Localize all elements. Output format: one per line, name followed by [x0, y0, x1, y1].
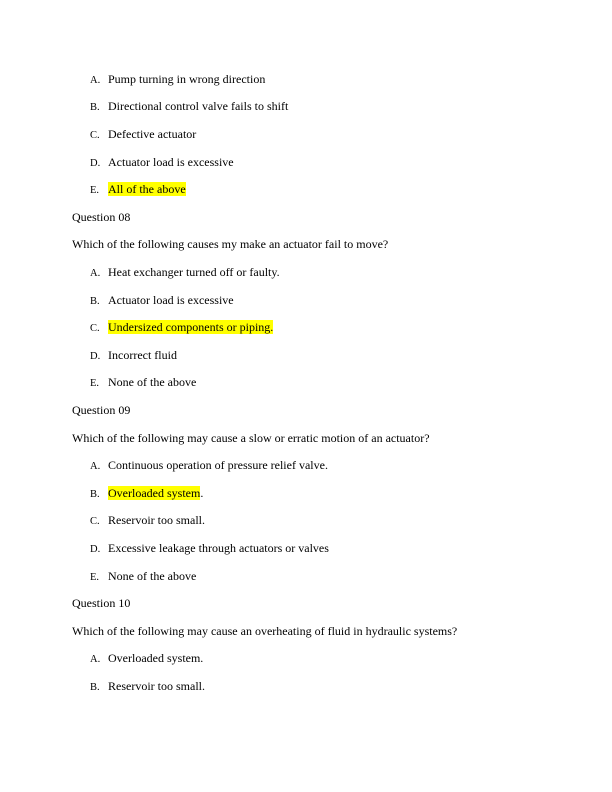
option-b [90, 99, 288, 115]
option-letter: D. [90, 544, 101, 555]
option-letter: B. [90, 296, 100, 307]
q08-option-d [90, 348, 177, 364]
q08-option-c [90, 320, 273, 336]
option-text: Actuator load is excessive [108, 293, 234, 307]
q09-option-e [90, 569, 196, 585]
q08-option-a [90, 265, 280, 281]
option-text-highlighted-answer: All of the above [108, 182, 186, 196]
option-text: Incorrect fluid [108, 348, 177, 362]
q09-option-b [90, 486, 203, 502]
option-letter: A. [90, 461, 101, 472]
option-text: Continuous operation of pressure relief valve. [108, 458, 328, 472]
option-letter: B. [90, 489, 100, 500]
option-text: Reservoir too small. [108, 679, 205, 693]
option-letter: A. [90, 268, 101, 279]
option-letter: A. [90, 75, 101, 86]
option-letter: A. [90, 654, 101, 665]
option-d [90, 155, 234, 171]
option-c [90, 127, 196, 143]
option-e [90, 182, 186, 198]
option-text: Overloaded system. [108, 651, 204, 665]
option-text: Pump turning in wrong direction [108, 72, 266, 86]
option-text: Directional control valve fails to shift [108, 99, 289, 113]
question-09-heading: Question 09 [72, 403, 131, 417]
q09-option-d [90, 541, 329, 557]
option-letter: E. [90, 185, 100, 196]
option-text: Heat exchanger turned off or faulty. [108, 265, 280, 279]
option-text: Excessive leakage through actuators or valves [108, 541, 329, 555]
option-letter: C. [90, 323, 100, 334]
option-letter: B. [90, 102, 100, 113]
option-letter: E. [90, 378, 100, 389]
q10-option-a [90, 651, 203, 667]
q09-option-a [90, 458, 328, 474]
option-text: None of the above [108, 375, 197, 389]
option-letter: C. [90, 130, 100, 141]
question-10-heading: Question 10 [72, 596, 131, 610]
q10-option-b [90, 679, 205, 695]
option-letter: D. [90, 351, 101, 362]
question-10-prompt: Which of the following may cause an overheating of fluid in hydraulic systems? [72, 624, 458, 638]
option-text: None of the above [108, 569, 197, 583]
q08-option-b [90, 293, 234, 309]
option-letter: D. [90, 158, 101, 169]
question-08-heading: Question 08 [72, 210, 131, 224]
option-letter: C. [90, 516, 100, 527]
question-09-prompt: Which of the following may cause a slow or erratic motion of an actuator? [72, 431, 430, 445]
option-text: Defective actuator [108, 127, 197, 141]
q08-option-e [90, 375, 196, 391]
option-letter: E. [90, 572, 100, 583]
option-text-suffix: . [200, 486, 204, 500]
q09-option-c [90, 513, 205, 529]
option-text-highlighted-answer: Overloaded system [108, 486, 201, 500]
option-text-highlighted-answer: Undersized components or piping. [108, 320, 274, 334]
option-text: Actuator load is excessive [108, 155, 234, 169]
option-text: Reservoir too small. [108, 513, 205, 527]
option-letter: B. [90, 682, 100, 693]
question-08-prompt: Which of the following causes my make an actuator fail to move? [72, 237, 389, 251]
option-a [90, 72, 265, 88]
